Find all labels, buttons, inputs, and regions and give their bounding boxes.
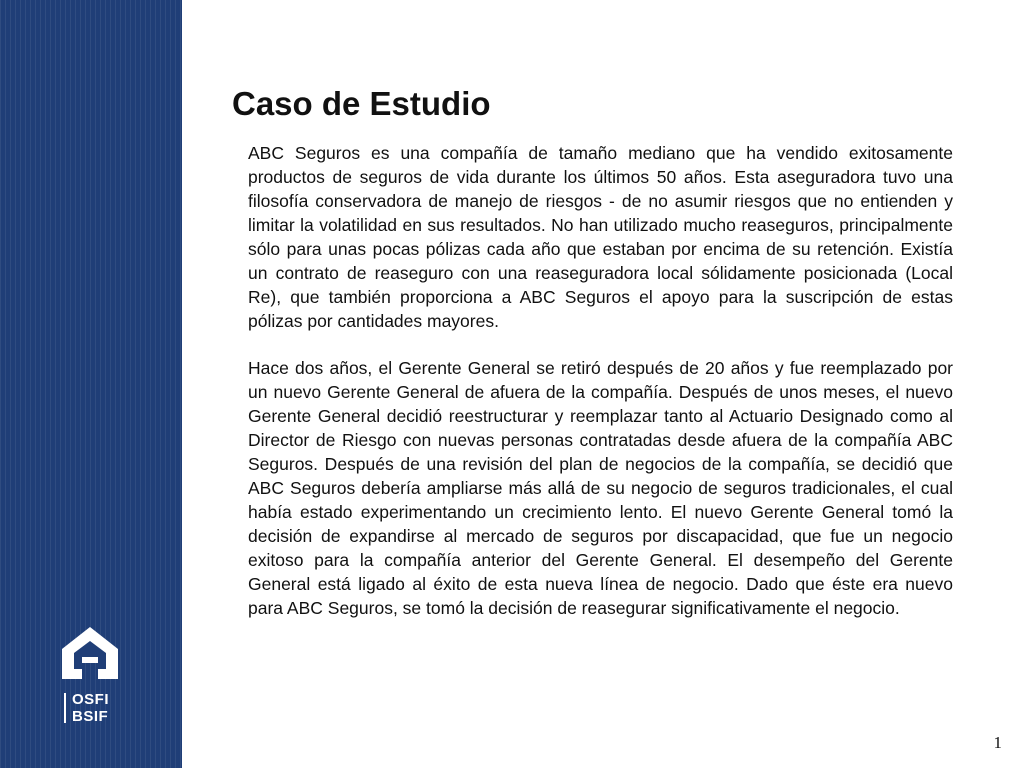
slide-title: Caso de Estudio: [232, 85, 491, 122]
page-number: 1: [993, 733, 1002, 752]
osfi-logo-text: [72, 691, 109, 725]
logo-text-line1: OSFI: [72, 691, 110, 708]
logo-text-line2: BSIF: [72, 708, 109, 725]
logo-divider: [64, 693, 66, 723]
osfi-logo-icon: [60, 625, 120, 681]
slide-body: [248, 141, 953, 643]
sidebar-band: [0, 0, 182, 768]
body-paragraph-2: Hace dos años, el Gerente General se retiró después de 20 años y fue reemplazado por un nuevo Gerente General de afuera de la compañía. Después de unos meses, el nuevo Gerente General decidió reestructurar y reemplazar tanto al Actuario Designado como al Director de Riesgo con nuevas personas contratadas desde afuera de la compañía ABC Seguros. Después de una revisión del plan de negocios de la compañía, se decidió que ABC Seguros debería ampliarse más allá de su negocio de seguros tradicionales, el cual había estado experimentando un crecimiento lento. El nuevo Gerente General tomó la decisión de expandirse al mercado de seguros por discapacidad, que fue un negocio exitoso para la compañía anterior del Gerente General. El desempeño del Gerente General está ligado al éxito de esta nueva línea de negocio. Dado que éste era nuevo para ABC Seguros, se tomó la decisión de reasegurar significativamente el negocio.: [248, 358, 953, 618]
body-paragraph-1: ABC Seguros es una compañía de tamaño mediano que ha vendido exitosamente productos de seguros de vida durante los últimos 50 años. Esta aseguradora tuvo una filosofía conservadora de manejo de riesgos - de no asumir riesgos que no entienden y limitar la volatilidad en sus resultados. No han utilizado mucho reaseguros, principalmente sólo para unas pocas pólizas cada año que estaban por encima de su retención. Existía un contrato de reaseguro con una reaseguradora local sólidamente posicionada (Local Re), que también proporciona a ABC Seguros el apoyo para la suscripción de estas pólizas por cantidades mayores.: [248, 143, 953, 331]
